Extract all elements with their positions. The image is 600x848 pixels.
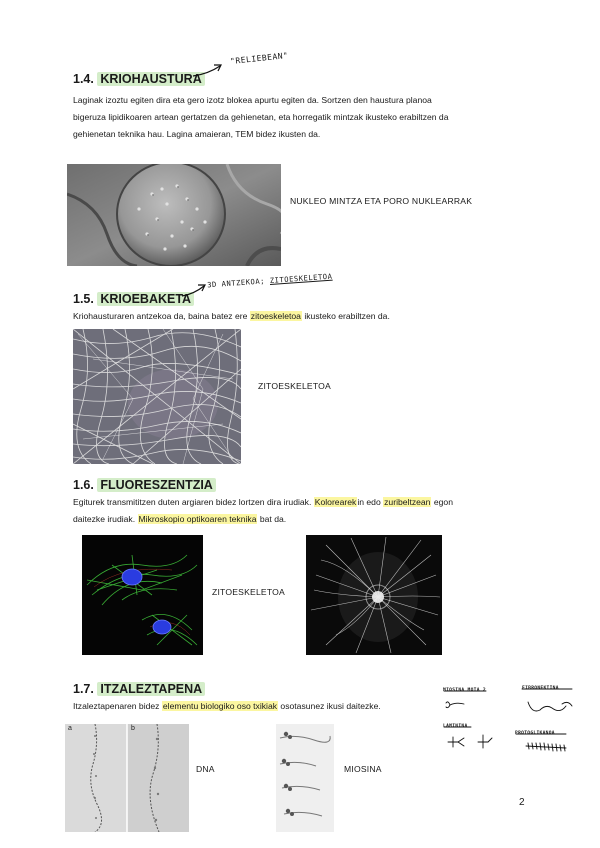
highlighted-text: elementu biologiko oso txikiak: [162, 701, 278, 711]
caption-dna: DNA: [196, 764, 215, 774]
heading-1-4: [73, 72, 205, 86]
heading-number: 1.6.: [73, 478, 94, 492]
text-span: Kriohausturaren antzekoa da, baina batez ere: [73, 311, 250, 321]
text-span: in edo: [357, 497, 384, 507]
heading-number: 1.7.: [73, 682, 94, 696]
sketch-label-protoglikanoa: PROTOGLIKANOA: [515, 731, 555, 736]
highlighted-text: Kolorearek: [314, 497, 357, 507]
nuclear-envelope-micrograph: [67, 164, 281, 266]
heading-title: ITZALEZTAPENA: [97, 682, 205, 696]
handwritten-annotation: "RELIEBEAN": [229, 50, 289, 67]
paragraph-1-6: [73, 494, 533, 528]
dna-shadowing-micrograph: [65, 724, 189, 832]
text-span: Egiturek transmititzen duten argiaren bidez lortzen dira irudiak.: [73, 497, 314, 507]
paragraph-1-5: [73, 308, 533, 325]
annotation-arrow: [180, 278, 208, 300]
annotation-part: 3D ANTZEKOA;: [206, 276, 266, 290]
cytoskeleton-deep-etch-micrograph: [73, 329, 241, 464]
caption-miosina: MIOSINA: [344, 764, 382, 774]
heading-title: KRIOHAUSTURA: [97, 72, 204, 86]
handwritten-annotation: [207, 272, 333, 290]
sketch-label-miosina: MIOSINA MOTA 2: [443, 688, 486, 693]
heading-title: FLUORESZENTZIA: [97, 478, 216, 492]
panel-label-b: b: [131, 725, 135, 732]
panel-label-a: a: [68, 725, 72, 732]
text-line: gehienetan teknika hau. Lagina amaieran, TEM bidez ikusten da.: [73, 129, 321, 139]
molecule-sketches: [436, 680, 586, 760]
page-number: 2: [519, 797, 525, 808]
myosin-shadowing-micrograph: [276, 724, 334, 832]
text-span: Itzaleztapenaren bidez: [73, 701, 162, 711]
fluorescence-bw-micrograph: [306, 535, 442, 655]
caption-cytoskeleton: ZITOESKELETOA: [258, 381, 331, 391]
text-line: [73, 511, 533, 528]
text-span: bat da.: [257, 514, 287, 524]
highlighted-text: zuribeltzean: [384, 497, 431, 507]
sketch-label-fibronektina: FIBRONEKTINA: [522, 686, 559, 691]
annotation-arrow: [190, 58, 230, 80]
text-span: osotasunez ikusi daitezke.: [278, 701, 381, 711]
highlighted-text: Mikroskopio optikoaren teknika: [138, 514, 257, 524]
caption-fluorescence: ZITOESKELETOA: [212, 587, 285, 597]
sketch-label-laminina: LAMININA: [443, 724, 468, 729]
text-line: bigeruza lipidikoaren artean gertatzen da gehienetan, eta horregatik mintzak ikusteko erabiltzen da: [73, 112, 449, 122]
fluorescence-color-micrograph: [82, 535, 203, 655]
text-line: [73, 494, 533, 511]
text-line: Laginak izoztu egiten dira eta gero izotz blokea apurtu egiten da. Sortzen den haustura planoa: [73, 95, 432, 105]
heading-1-7: [73, 682, 205, 696]
highlighted-text: zitoeskeletoa: [250, 311, 301, 321]
paragraph-1-4: [73, 92, 533, 143]
heading-1-5: [73, 292, 194, 306]
heading-1-6: [73, 478, 216, 492]
text-span: ikusteko erabiltzen da.: [301, 311, 390, 321]
heading-number: 1.4.: [73, 72, 94, 86]
text-span: daitezke irudiak.: [73, 514, 138, 524]
heading-title: KRIOEBAKETA: [97, 292, 194, 306]
heading-number: 1.5.: [73, 292, 94, 306]
caption-nuclear-envelope: NUKLEO MINTZA ETA PORO NUKLEARRAK: [290, 196, 473, 206]
annotation-part: ZITOESKELETOA: [269, 271, 333, 285]
text-span: egon: [431, 497, 453, 507]
paragraph-1-7: [73, 698, 453, 715]
